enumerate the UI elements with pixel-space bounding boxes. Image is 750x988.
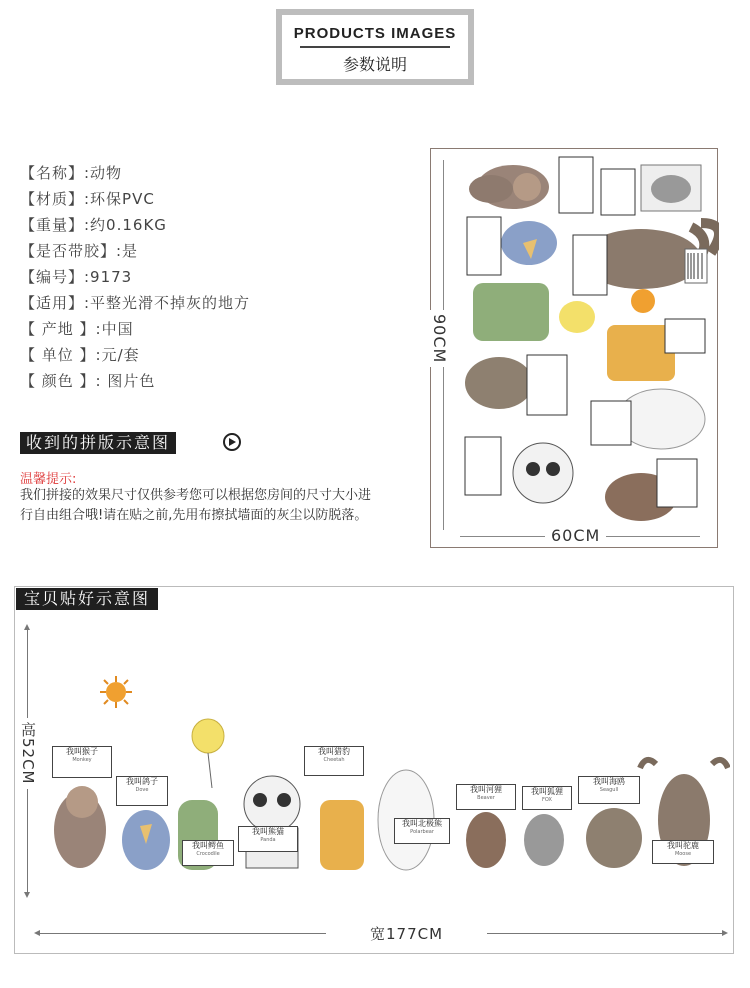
tip-label: 温馨提示: bbox=[20, 472, 77, 487]
spec-number: 【编号】:9173 bbox=[20, 268, 133, 286]
arrow-down-icon bbox=[24, 892, 30, 898]
raccoon-figure bbox=[524, 814, 564, 866]
sign-dove bbox=[116, 776, 168, 806]
sign-monkey bbox=[52, 746, 112, 778]
crocodile-sticker bbox=[473, 283, 549, 341]
monkey-sticker bbox=[469, 165, 549, 209]
monkey-figure bbox=[54, 786, 106, 868]
header-title-en: PRODUCTS IMAGES bbox=[293, 25, 457, 42]
sign-seagull bbox=[578, 776, 640, 804]
applied-height-dimension bbox=[18, 626, 38, 896]
arrow-up-icon bbox=[24, 624, 30, 630]
spec-color: 【 颜色 】: 图片色 bbox=[20, 372, 156, 390]
sign-panda-cn: 我叫熊猫 bbox=[252, 827, 284, 836]
applied-height-label: 高52CM bbox=[18, 718, 39, 789]
sign-fox-en: FOX bbox=[542, 796, 552, 803]
raccoon-sticker bbox=[641, 165, 701, 211]
sheet-width-dimension bbox=[460, 526, 700, 546]
received-title: 收到的拼版示意图 bbox=[20, 432, 176, 454]
sheet-height-dimension bbox=[432, 160, 456, 530]
sign-crocodile bbox=[182, 840, 234, 866]
sun-sticker bbox=[631, 289, 655, 313]
header-title-cn: 参数说明 bbox=[342, 55, 407, 74]
sign-crocodile-cn: 我叫鳄鱼 bbox=[192, 841, 224, 850]
sign-beaver bbox=[456, 784, 516, 810]
sign-seagull-en: Seagull bbox=[599, 786, 619, 793]
spec-origin: 【 产地 】:中国 bbox=[20, 320, 134, 338]
panda-sticker bbox=[513, 443, 573, 503]
header-frame bbox=[276, 9, 474, 85]
sign-moose bbox=[652, 840, 714, 864]
cheetah-figure bbox=[320, 800, 364, 870]
sign-polarbear-cn: 我叫北极熊 bbox=[402, 819, 442, 828]
sign-beaver-en: Beaver bbox=[477, 794, 495, 801]
spec-material: 【材质】:环保PVC bbox=[20, 190, 155, 208]
sheet-width-label: 60CM bbox=[545, 526, 606, 545]
arrow-right-icon bbox=[223, 433, 241, 451]
dove-figure bbox=[122, 810, 170, 870]
sign-moose-cn: 我叫驼鹿 bbox=[667, 841, 699, 850]
spec-adhesive: 【是否带胶】:是 bbox=[20, 242, 139, 260]
sun-icon bbox=[96, 674, 136, 710]
sign-seagull-cn: 我叫海鸥 bbox=[593, 777, 625, 786]
sign-panda-en: Panda bbox=[260, 836, 276, 843]
sign-monkey-cn: 我叫猴子 bbox=[66, 747, 98, 756]
spec-list bbox=[20, 162, 250, 396]
tip-text: 我们拼接的效果尺寸仅供参考您可以根据您房间的尺寸大小进行自由组合哦!请在贴之前,先用布擦拭墙面的灰尘以防脱落。 bbox=[20, 488, 372, 523]
sign-polarbear-en: Polarbear bbox=[410, 828, 434, 835]
sticker-sheet-illustration bbox=[431, 149, 719, 549]
arrow-right-icon bbox=[722, 930, 728, 936]
sign-beaver-cn: 我叫河狸 bbox=[470, 785, 502, 794]
sign-polarbear bbox=[394, 818, 450, 844]
beaver-figure bbox=[466, 812, 506, 868]
sign-moose-en: Moose bbox=[674, 850, 692, 857]
applied-animals-illustration bbox=[40, 740, 730, 880]
barcode-sticker bbox=[685, 249, 707, 283]
sign-crocodile-en: Crocodile bbox=[196, 850, 220, 857]
sign-dove-en: Dove bbox=[135, 786, 149, 793]
sign-fox-cn: 我叫狐狸 bbox=[531, 787, 563, 796]
spec-usage: 【适用】:平整光滑不掉灰的地方 bbox=[20, 294, 251, 312]
header-divider bbox=[300, 46, 450, 48]
sheet-height-label: 90CM bbox=[430, 310, 449, 367]
applied-title: 宝贝贴好示意图 bbox=[16, 588, 158, 610]
sign-panda bbox=[238, 826, 298, 852]
seagull-figure bbox=[586, 808, 642, 868]
sign-fox bbox=[522, 786, 572, 810]
sign-cheetah bbox=[304, 746, 364, 776]
sign-monkey-en: Monkey bbox=[72, 756, 92, 763]
arrow-left-icon bbox=[34, 930, 40, 936]
panda-figure bbox=[244, 776, 300, 868]
spec-weight: 【重量】:约0.16KG bbox=[20, 216, 167, 234]
sign-cheetah-en: Cheetah bbox=[323, 756, 345, 763]
balloon-sticker bbox=[559, 301, 595, 333]
spec-unit: 【 单位 】:元/套 bbox=[20, 346, 140, 364]
applied-width-label: 宽177CM bbox=[326, 923, 487, 944]
sticker-sheet-image bbox=[430, 148, 718, 548]
dove-sticker bbox=[501, 221, 557, 265]
spec-name: 【名称】:动物 bbox=[20, 164, 123, 182]
seagull-sticker bbox=[465, 357, 533, 409]
header-box bbox=[282, 15, 468, 79]
applied-width-dimension bbox=[36, 922, 726, 944]
sign-cheetah-cn: 我叫猎豹 bbox=[318, 747, 350, 756]
sign-dove-cn: 我叫鸽子 bbox=[126, 777, 158, 786]
